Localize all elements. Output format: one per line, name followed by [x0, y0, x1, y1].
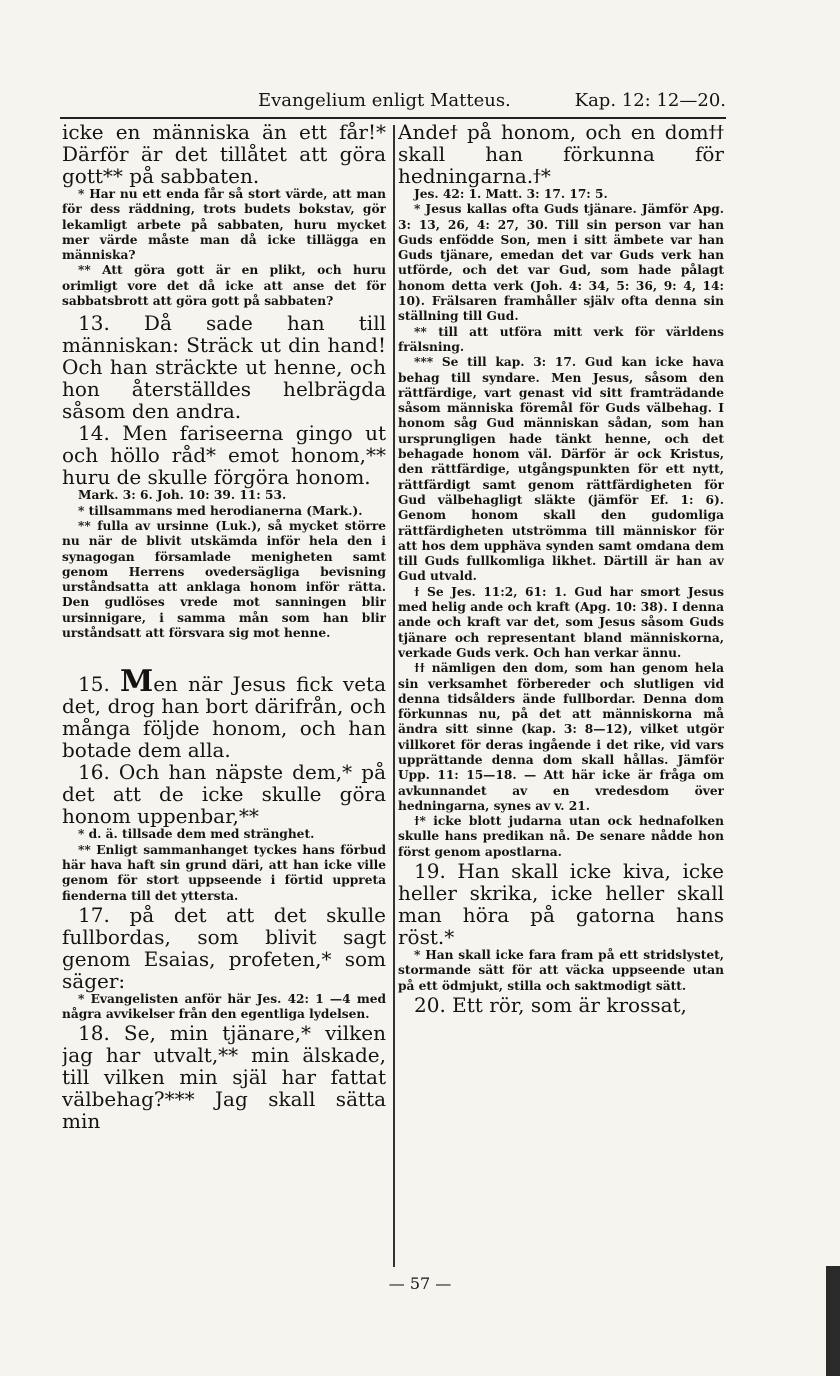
left-column	[62, 121, 386, 1271]
verse-17: 17. på det att det skulle fullbordas, som blivit sagt genom Esaias, profeten,* som säger:	[62, 902, 386, 993]
footnote-12-a: * Har nu ett enda får så stort värde, att man för dess räddning, trots budets bokstav, gör lekamligt arbete på sabbaten, huru mycket mer värde måste man då icke tillägga en människa?	[62, 187, 386, 263]
scan-edge-shadow	[826, 1266, 840, 1376]
footnote-14-b: ** fulla av ursinne (Luk.), så mycket större nu när de blivit utskämda inför hela den i synagogan församlade menigheten samt genom Herrens ovedersägliga bevisning urståndsatta att anklaga honom inför rätta. Den gudlöses vrede mot sanningen blir ursinnigare, i samma mån som han blir urståndsatt att försvara sig mot henne.	[62, 518, 386, 641]
header-rule	[60, 117, 726, 119]
verse-15	[62, 664, 386, 763]
footnote-16-b: ** Enligt sammanhanget tyckes hans förbud här hava haft sin grund däri, att han icke ville genom för stort uppseende i förtid uppreta fienderna till det yttersta.	[62, 842, 386, 903]
verse-15-text: en när Jesus fick veta det, drog han bort därifrån, och många följde honom, och han botade dem alla.	[62, 672, 386, 763]
verse-20: 20. Ett rör, som är krossat,	[414, 992, 687, 1017]
footnote-18-d: ϯ Se Jes. 11:2, 61: 1. Gud har smort Jesus med helig ande och kraft (Apg. 10: 38). I denna ande och kraft var det, som Jesus såsom Guds tjänare och representant bland människorna, verkade Guds verk. Och han verkar ännu.	[398, 584, 724, 660]
footnote-18-c: *** Se till kap. 3: 17. Gud kan icke hava behag till syndare. Men Jesus, såsom den rättfärdige, vart genast vid sitt framträdande såsom människa föremål för Guds välbehag. I honom såg Gud människan sådan, som han ursprungligen hade tänkt henne, och det behagade honom väl. Därför är ock Kristus, den rättfärdige, utgångspunkten för ett nytt, rättfärdigt samt genom rättfärdigheten för Gud välbehagligt släkte (jämför Ef. 1: 6). Genom honom skall den gudomliga rättfärdigheten utströmma till människor för att hos dem upphäva synden samt omdana dem till Guds fullkomliga likhet. Därtill är han av Gud utvald.	[398, 355, 724, 584]
footnote-16-a: * d. ä. tillsade dem med stränghet.	[78, 827, 315, 842]
page-number: — 57 —	[388, 1274, 452, 1293]
column-divider	[393, 125, 395, 1267]
footnote-18-a: * Jesus kallas ofta Guds tjänare. Jämför Apg. 3: 13, 26, 4: 27, 30. Till sin person var han Guds enfödde Son, men i sitt ämbete var han Guds tjänare, emedan det var Guds verk han utförde, och det var Gud, som hade pålagt honom detta verk (Joh. 4: 34, 5: 36, 9: 4, 14: 10). Frälsaren framhåller själv ofta denna sin ställning till Gud.	[398, 202, 724, 324]
verse-19: 19. Han skall icke kiva, icke heller skrika, icke heller skall man höra på gatorna hans röst.*	[398, 859, 724, 950]
running-header	[258, 88, 726, 114]
verse-12-continued: icke en människa än ett får!* Därför är det tillåtet att göra gott** på sabbaten.	[62, 121, 386, 188]
verse-14: 14. Men fariseerna gingo ut och höllo råd* emot honom,** huru de skulle förgöra honom.	[62, 421, 386, 490]
verse-15-number: 15.	[78, 672, 110, 697]
cross-reference-18: Jes. 42: 1. Matt. 3: 17. 17: 5.	[414, 187, 608, 201]
footnote-19: * Han skall icke fara fram på ett stridslystet, stormande sätt för att väcka uppseende utan på ett ödmjukt, stilla och saktmodigt sätt.	[398, 948, 724, 993]
verse-16: 16. Och han näpste dem,* på det att de icke skulle göra honom uppenbar,**	[62, 760, 386, 829]
verse-15-initial: M	[120, 664, 154, 700]
book-title: Evangelium enligt Matteus.	[258, 90, 511, 111]
footnote-17: * Evangelisten anför här Jes. 42: 1 —4 med några avvikelser från den egentliga lydelsen.	[62, 991, 386, 1022]
footnote-12-b: ** Att göra gott är en plikt, och huru orimligt vore det då icke att anse det för sabbatsbrott att göra gott på sabbaten?	[62, 263, 386, 309]
footnote-18-f: ϯ* icke blott judarna utan ock hednafolken skulle hans predikan nå. De senare nådde hon först genom apostlarna.	[398, 814, 724, 859]
right-column	[398, 121, 724, 1271]
verse-18-continued: Andeϯ på honom, och en domϯϯ skall han förkunna för hedningarna.ϯ*	[398, 121, 724, 188]
verse-18: 18. Se, min tjänare,* vilken jag har utvalt,** min älskade, till vilken min själ har fattat välbehag?*** Jag skall sätta min	[62, 1021, 386, 1134]
cross-reference-14: Mark. 3: 6. Joh. 10: 39. 11: 53.	[78, 488, 287, 503]
chapter-reference: Kap. 12: 12—20.	[574, 90, 726, 111]
footnote-18-b: ** till att utföra mitt verk för världens frälsning.	[398, 324, 724, 354]
footnote-18-e: ϯϯ nämligen den dom, som han genom hela sin verksamhet förbereder och slutligen vid denna tidsålders ände fullbordar. Denna dom förkunnas nu, på det att människorna må ändra sitt sinne (kap. 3: 8—12), vilket utgör villkoret för deras ingående i det rike, vid vars upprättande denna dom skall hållas. Jämför Upp. 11: 15—18. — Att här icke är fråga om avkunnandet av en vredesdom över hedningarna, synes av v. 21.	[398, 661, 724, 813]
verse-13: 13. Då sade han till människan: Sträck ut din hand! Och han sträckte ut henne, och hon återställdes helbrägda såsom den andra.	[62, 311, 386, 424]
footnote-14-a: * tillsammans med herodianerna (Mark.).	[78, 503, 363, 518]
